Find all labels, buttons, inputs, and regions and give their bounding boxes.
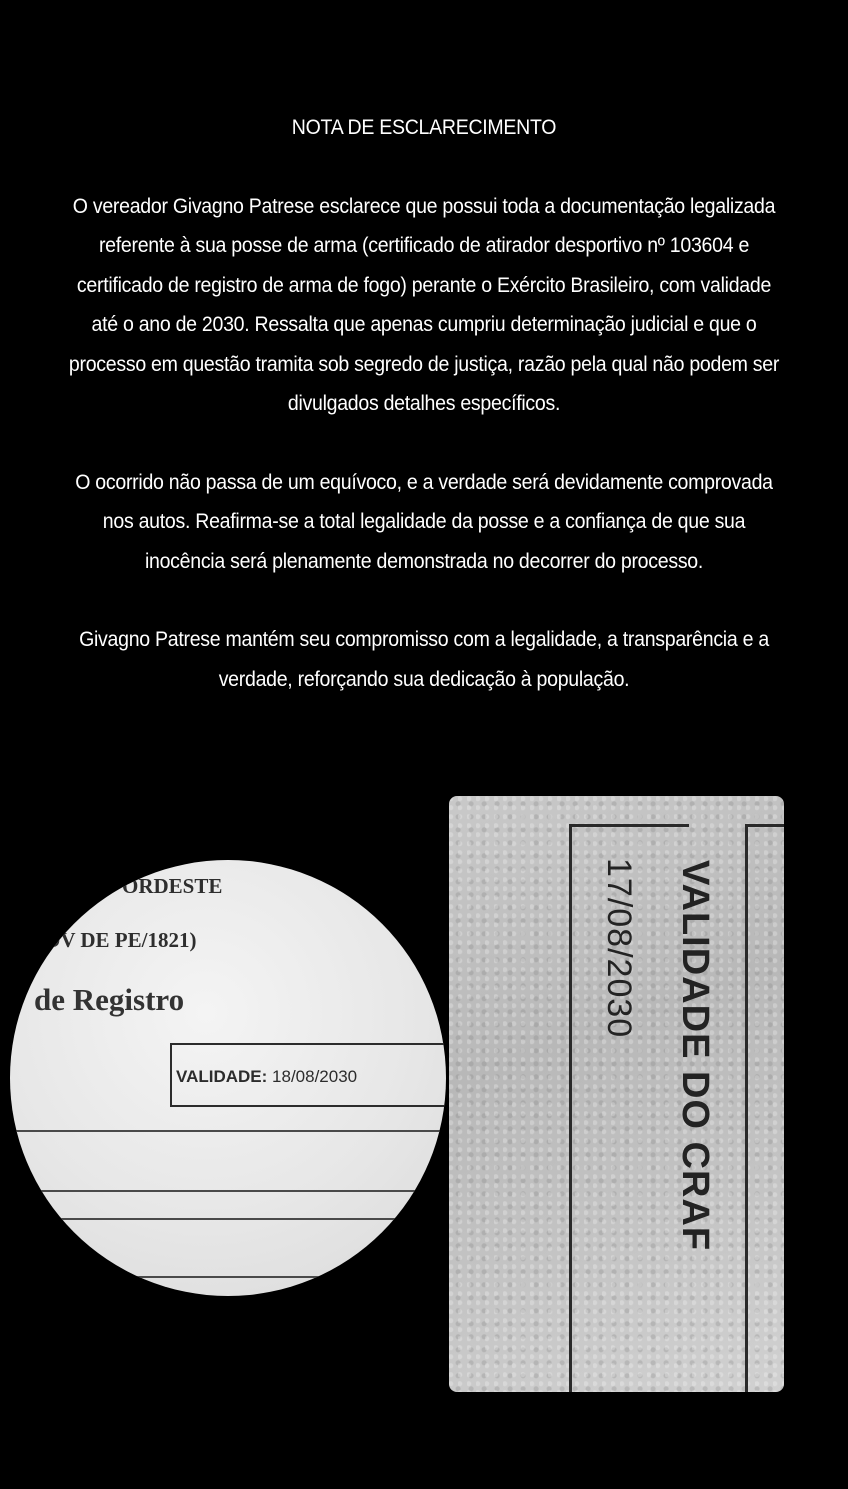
note-paragraph-2: O ocorrido não passa de um equívoco, e a verdade será devidamente comprovada nos autos. Reafirma-se a total legalidade da posse e a confiança de que sua inocência será plenamente demonstrada no decorrer do processo. bbox=[75, 470, 773, 573]
card-frame-line bbox=[745, 824, 784, 827]
note-paragraph-3: Givagno Patrese mantém seu compromisso com a legalidade, a transparência e a verdade, reforçando sua dedicação à população. bbox=[79, 628, 769, 691]
form-rule bbox=[10, 1190, 446, 1192]
certificate-text-region: ORDESTE bbox=[122, 874, 223, 898]
clarification-note bbox=[67, 108, 781, 738]
card-frame-line bbox=[745, 824, 748, 1392]
note-title: NOTA DE ESCLARECIMENTO bbox=[291, 116, 557, 139]
certificate-heading: de Registro bbox=[34, 982, 185, 1017]
craf-zoom-image bbox=[449, 796, 784, 1392]
note-paragraph-1: O vereador Givagno Patrese esclarece que possui toda a documentação legalizada referente à sua posse de arma (certificado de atirador desportivo nº 103604 e certificado de registro de arma de fogo) perante o Exército Brasileiro, com validade até o ano de 2030. Ressalta que apenas cumpriu determinação judicial e que o processo em questão tramita sob segredo de justiça, razão pela qual não podem ser divulgados detalhes específicos. bbox=[68, 194, 780, 415]
certificate-text-protocol: OV DE PE/1821) bbox=[44, 928, 197, 952]
certificate-zoom-image bbox=[10, 860, 446, 1296]
card-frame-line bbox=[569, 824, 689, 827]
form-rule bbox=[10, 1276, 446, 1278]
craf-validity-date: 17/08/2030 bbox=[600, 858, 638, 1039]
card-frame-line bbox=[569, 824, 572, 1392]
form-rule bbox=[10, 1130, 446, 1132]
certificate-validity-date: 18/08/2030 bbox=[272, 1067, 358, 1086]
certificate-validity-label: VALIDADE: bbox=[176, 1067, 268, 1086]
craf-validity-label: VALIDADE DO CRAF bbox=[674, 860, 716, 1252]
form-rule bbox=[10, 1218, 446, 1220]
certificate-validity-box bbox=[170, 1043, 446, 1107]
